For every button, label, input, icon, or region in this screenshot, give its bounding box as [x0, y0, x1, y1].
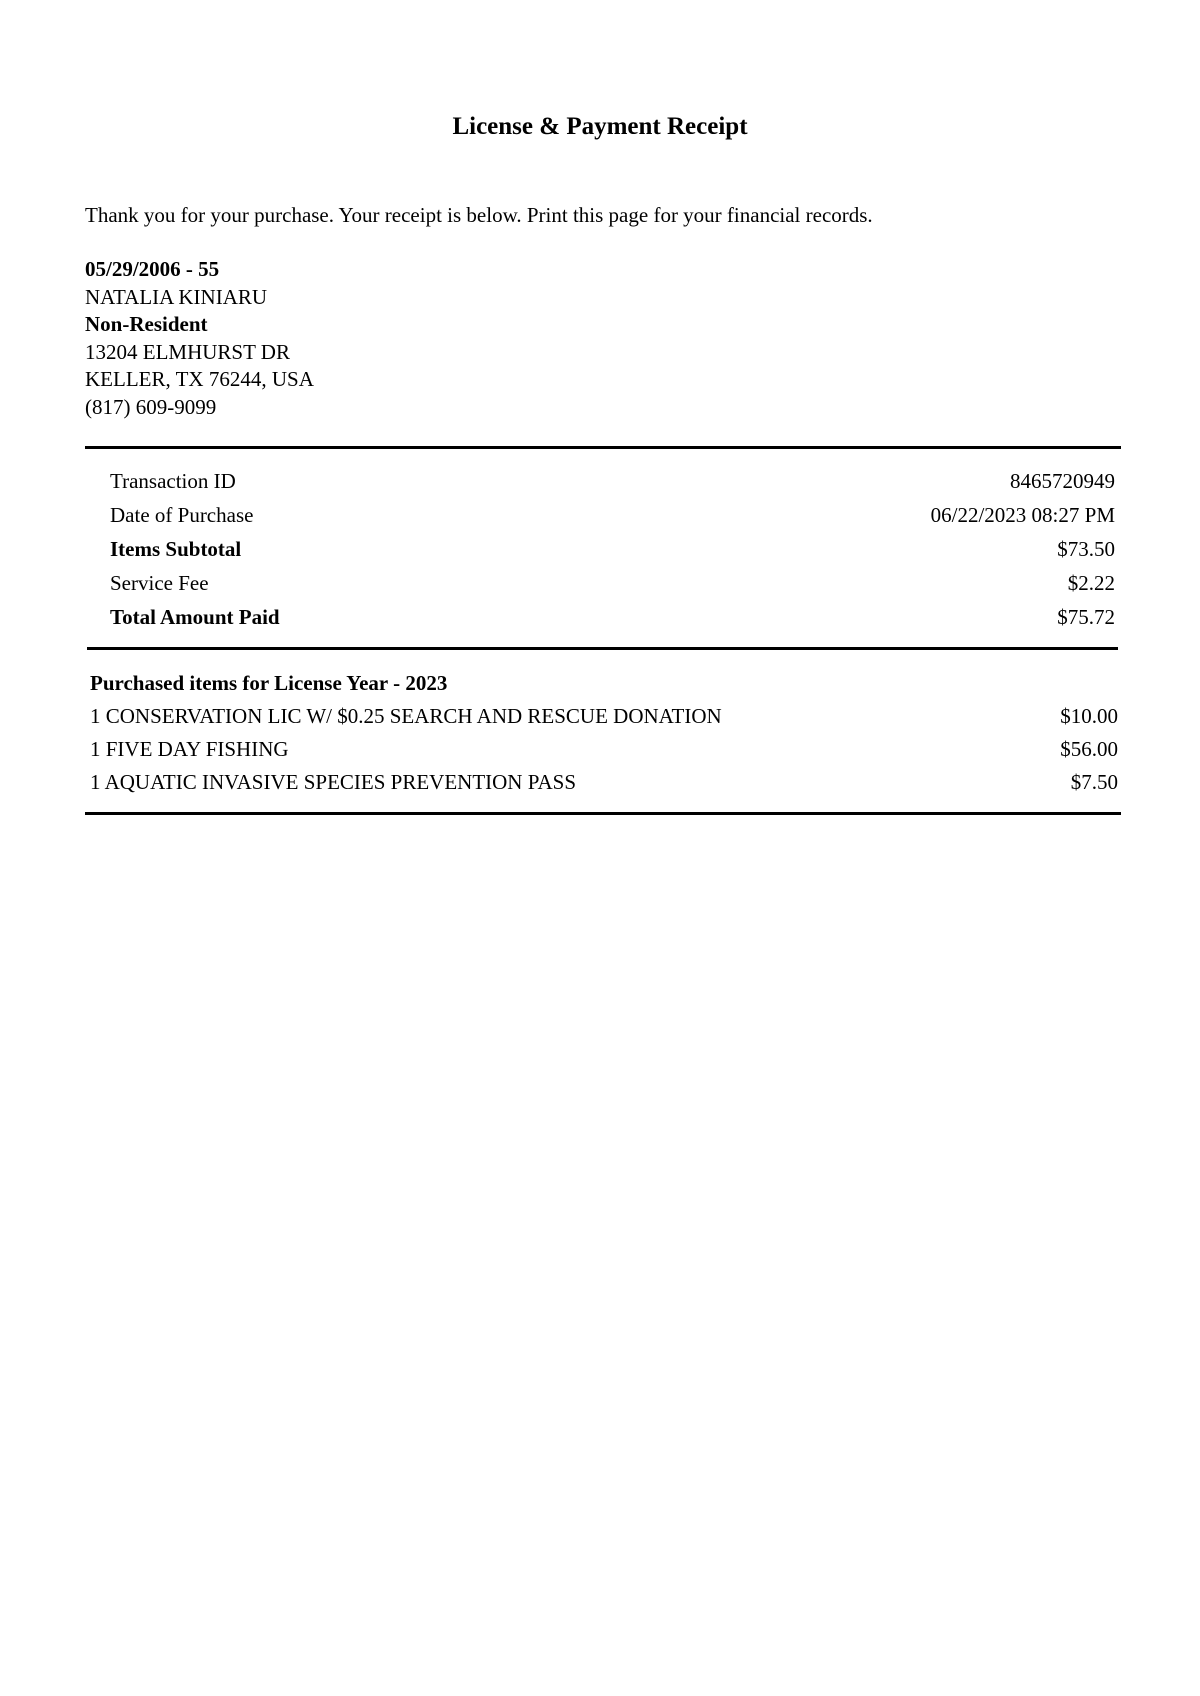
- summary-row-transaction-id: [110, 466, 1115, 500]
- item-name: AQUATIC INVASIVE SPECIES PREVENTION PASS: [104, 770, 576, 794]
- summary-label: Service Fee: [110, 571, 209, 595]
- summary-label: Total Amount Paid: [110, 605, 280, 629]
- customer-name: NATALIA KINIARU: [85, 284, 268, 309]
- summary-row-total-amount-paid: [110, 602, 1115, 636]
- summary-row-service-fee: [110, 568, 1115, 602]
- item-qty: 1: [90, 704, 101, 728]
- summary-label: Transaction ID: [110, 469, 236, 493]
- item-qty: 1: [90, 737, 101, 761]
- divider-bottom: [85, 812, 1121, 815]
- customer-address-line1: 13204 ELMHURST DR: [85, 339, 290, 364]
- list-item: [90, 767, 1118, 800]
- item-name: FIVE DAY FISHING: [105, 737, 289, 761]
- customer-residency: Non-Resident: [85, 312, 208, 336]
- customer-dob-line: 05/29/2006 - 55: [85, 257, 220, 281]
- customer-block: [85, 256, 314, 421]
- summary-row-items-subtotal: [110, 534, 1115, 568]
- summary-value: 06/22/2023 08:27 PM: [930, 503, 1115, 527]
- item-name: CONSERVATION LIC W/ $0.25 SEARCH AND RESCUE DONATION: [105, 704, 722, 728]
- summary-value: $73.50: [1057, 537, 1115, 561]
- purchased-items: [90, 668, 1118, 800]
- payment-summary: [110, 466, 1115, 636]
- summary-value: 8465720949: [1010, 469, 1115, 493]
- list-item: [90, 734, 1118, 767]
- summary-label: Items Subtotal: [110, 537, 242, 561]
- item-qty: 1: [90, 770, 101, 794]
- summary-label: Date of Purchase: [110, 503, 254, 527]
- divider-top: [85, 446, 1121, 449]
- summary-value: $2.22: [1067, 571, 1115, 595]
- summary-row-date-of-purchase: [110, 500, 1115, 534]
- item-price: $10.00: [1060, 704, 1118, 728]
- divider-middle: [87, 647, 1118, 650]
- customer-address-line2: KELLER, TX 76244, USA: [85, 367, 314, 391]
- page-title: License & Payment Receipt: [452, 113, 748, 140]
- item-price: $7.50: [1070, 770, 1118, 794]
- list-item: [90, 701, 1118, 734]
- customer-phone: (817) 609-9099: [85, 394, 217, 419]
- purchased-items-heading: Purchased items for License Year - 2023: [90, 671, 448, 695]
- item-price: $56.00: [1060, 737, 1118, 761]
- intro-text: Thank you for your purchase. Your receipt is below. Print this page for your financial records.: [85, 203, 873, 227]
- summary-value: $75.72: [1057, 605, 1115, 629]
